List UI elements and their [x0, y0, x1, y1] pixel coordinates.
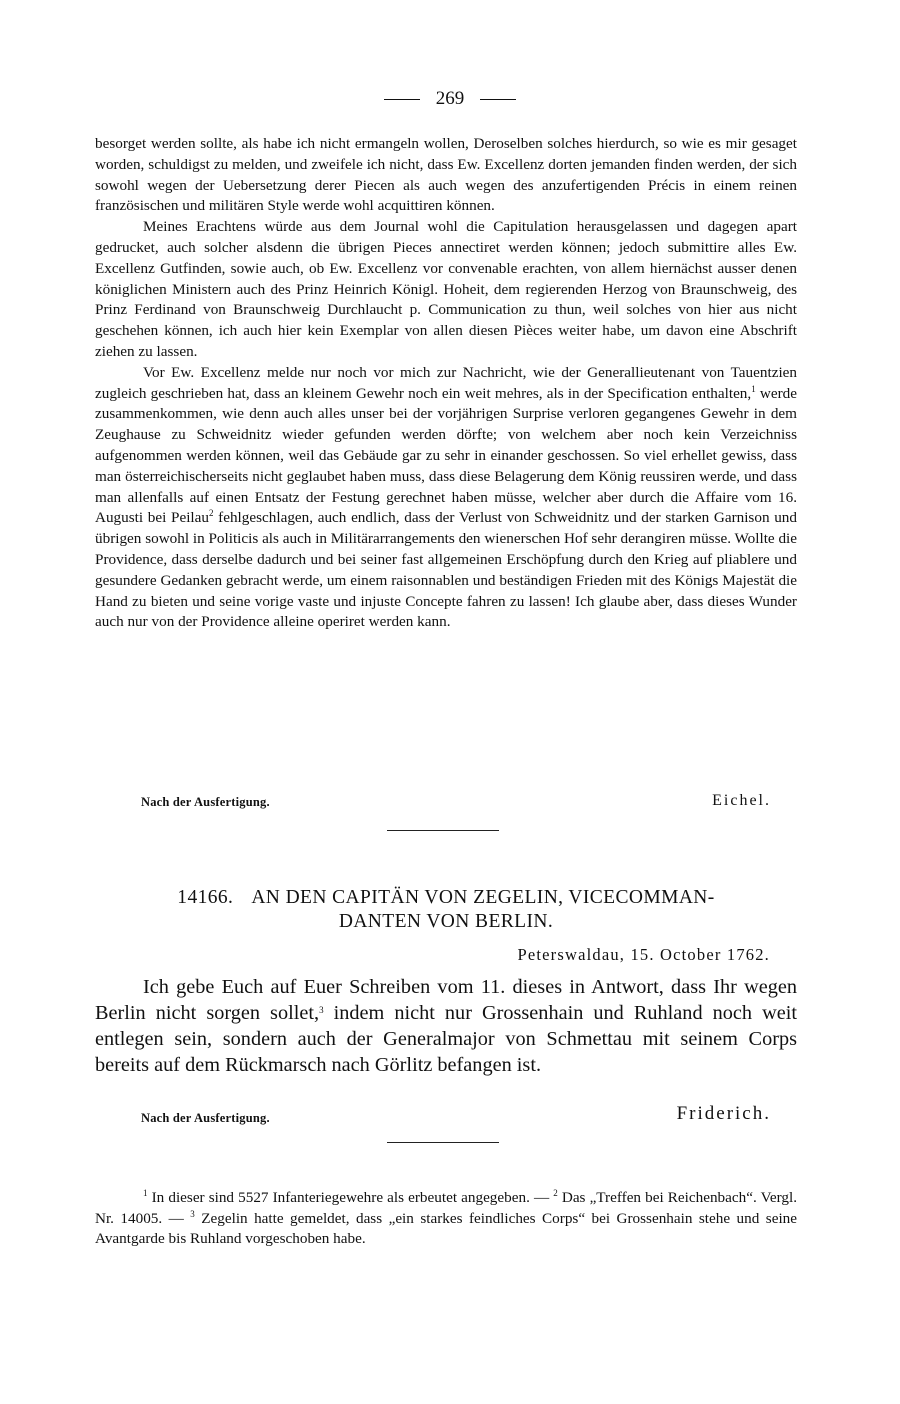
footnote-mark-2: 2: [553, 1188, 558, 1198]
footnote-mark-1: 1: [143, 1188, 148, 1198]
dateline: Peterswaldau, 15. October 1762.: [517, 945, 770, 964]
paragraph-text: Vor Ew. Excellenz melde nur noch vor mich zur Nachricht, wie der Generallieutenant von Tauentzien zugleich geschrieben hat, dass an kleinem Gewehr noch ein weit mehres, als in der Specification enthalten,: [95, 363, 797, 402]
footnote-ref-3[interactable]: 3: [319, 1005, 324, 1015]
footnote-text-2: Das „Treffen bei Reichenbach“. Vergl. Nr. 14005. —: [95, 1189, 797, 1227]
header-rule-left: [384, 99, 420, 100]
footnote-mark-3: 3: [190, 1208, 195, 1219]
footnotes: [95, 1188, 797, 1250]
source-note: Nach der Ausfertigung.: [141, 1111, 270, 1125]
previous-letter-body: [95, 134, 797, 633]
signature: Friderich.: [676, 1103, 771, 1124]
page-header: [0, 88, 900, 110]
paragraph-text: Ich gebe Euch auf Euer Schreiben vom 11. dieses in Antwort, dass Ihr wegen Berlin nicht sorgen sollet,: [95, 976, 797, 1024]
signature: Eichel.: [712, 792, 771, 809]
footnote-text-1: In dieser sind 5527 Infanteriegewehre als erbeutet angegeben. —: [147, 1189, 554, 1206]
separator-rule: [387, 830, 499, 831]
separator-rule: [387, 1142, 499, 1143]
title-line-2: DANTEN VON BERLIN.: [338, 911, 554, 932]
letter-number: 14166.: [177, 887, 234, 908]
paragraph: [95, 363, 797, 633]
title-line-1: AN DEN CAPITÄN VON ZEGELIN, VICECOMMAN-: [251, 887, 715, 908]
paragraph-text: werde zusammenkommen, wie denn auch alles unser bei der vorjährigen Surprise verloren gegangenes Gewehr in dem Zeughause zu Schweidnitz wieder gefunden werden dörfte; von welchem aber noch kein Verzeichniss aufgenommen werden können, weil das Gebäude gar zu sehr in einander geschossen. So viel erhellet gewiss, dass man österreichischerseits nicht geglaubet haben muss, dass diese Belagerung dem König reussiren werde, und dass man allenfalls auf einen Entsatz der Festung gerechnet haben müsse, welcher aber durch die Affaire vom 16. Augusti bei Peilau: [95, 384, 797, 527]
paragraph-text: indem nicht nur Grossenhain und Ruhland noch weit entlegen sein, sondern auch der Generalmajor von Schmettau mit seinem Corps bereits auf dem Rückmarsch nach Görlitz befangen ist.: [95, 1002, 797, 1076]
paragraph: Meines Erachtens würde aus dem Journal wohl die Capitulation herausgelassen und dagegen apart gedrucket, auch solcher alsdenn die übrigen Pieces annectiret werden können; jedoch submittire alles Ew. Excellenz Gutfinden, sowie auch, ob Ew. Excellenz vor convenable erachten, von allem hiernächst ausser denen königlichen Ministern auch des Prinz Heinrich Königl. Hoheit, dem regierenden Herzog von Braunschweig, des Prinz Ferdinand von Braunschweig Durchlaucht p. Communication zu thun, weil solches von hier aus nicht geschehen können, ich auch hier kein Exemplar von allen diesen Pièces weiter habe, um davon eine Abschrift ziehen zu lassen.: [95, 218, 797, 360]
paragraph-text: fehlgeschlagen, auch endlich, dass der Verlust von Schweidnitz und der starken Garnison und übrigen sowohl in Politicis als auch in Militärarrangements den wienerschen Hof sehr derangiren müsse. Wollte die Providence, dass derselbe dadurch und bei seiner fast allgemeinen Erschöpfung durch den Krieg auf pliablere und gesundere Gedanken gebracht werde, um einem raisonnablen und beständigen Frieden mit des Königs Majestät die Hand zu bieten und seine vorige vaste und injuste Concepte fahren zu lassen! Ich glaube aber, dass dieses Wunder auch nur von der Providence alleine operiret werden kann.: [95, 509, 798, 631]
letter-body: [95, 974, 797, 1078]
letter-footer: [95, 1103, 797, 1125]
footnote-ref-2[interactable]: 2: [208, 508, 214, 519]
source-note: Nach der Ausfertigung.: [141, 795, 270, 809]
page-number: 269: [435, 88, 465, 109]
previous-letter-footer: [95, 792, 797, 814]
paragraph: besorget werden sollte, als habe ich nicht ermangeln wollen, Deroselben solches hierdurch, so wie es mir gesaget worden, schuldigst zu melden, und zweifele ich nicht, dass Ew. Excellenz dorten jemanden finden werden, der sich sowohl wegen der Uebersetzung derer Piecen als auch wegen des anzufertigenden Précis in einem reinen französischen und militären Style werde wohl acquittiren können.: [95, 135, 797, 215]
paragraph: [95, 974, 797, 1078]
footnote-text-3: Zegelin hatte gemeldet, dass „ein starkes feindliches Corps“ bei Grossenhain stehe und seine Avantgarde bis Ruhland vorgeschoben habe.: [95, 1209, 797, 1248]
header-rule-right: [480, 99, 516, 100]
letter-title: [95, 886, 797, 934]
footnote-ref-1[interactable]: 1: [751, 383, 756, 394]
footnote-paragraph: [95, 1188, 797, 1250]
